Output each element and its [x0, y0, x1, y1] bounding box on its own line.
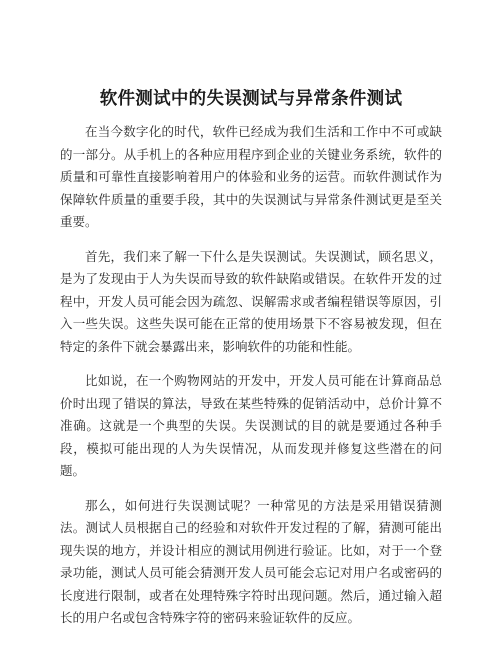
paragraph-definition: 首先，我们来了解一下什么是失误测试。失误测试，顾名思义，是为了发现由于人为失误而导致的软件缺陷或错误。在软件开发的过程中，开发人员可能会因为疏忽、误解需求或者编程错误等原因，引入一些失误。这些失误可能在正常的使用场景下不容易被发现，但在特定的条件下就会暴露出来，影响软件的功能和性能。 — [60, 248, 442, 354]
document-title: 软件测试中的失误测试与异常条件测试 — [99, 89, 403, 109]
paragraph-example: 比如说，在一个购物网站的开发中，开发人员可能在计算商品总价时出现了错误的算法，导致在某些特殊的促销活动中，总价计算不准确。这就是一个典型的失误。失误测试的目的就是要通过各种手段，模拟可能出现的人为失误情况，从而发现并修复这些潜在的问题。 — [60, 373, 442, 478]
paragraph-intro: 在当今数字化的时代，软件已经成为我们生活和工作中不可或缺的一部分。从手机上的各种应用程序到企业的关键业务系统，软件的质量和可靠性直接影响着用户的体验和业务的运营。而软件测试作为保障软件质量的重要手段，其中的失误测试与异常条件测试更是至关重要。 — [60, 124, 442, 229]
paragraph-method: 那么，如何进行失误测试呢？一种常见的方法是采用错误猜测法。测试人员根据自己的经验和对软件开发过程的了解，猜测可能出现失误的地方，并设计相应的测试用例进行验证。比如，对于一个登录功能，测试人员可能会猜测开发人员可能会忘记对用户名或密码的长度进行限制，或者在处理特殊字符时出现问题。然后，通过输入超长的用户名或包含特殊字符的密码来验证软件的反应。 — [60, 497, 442, 625]
